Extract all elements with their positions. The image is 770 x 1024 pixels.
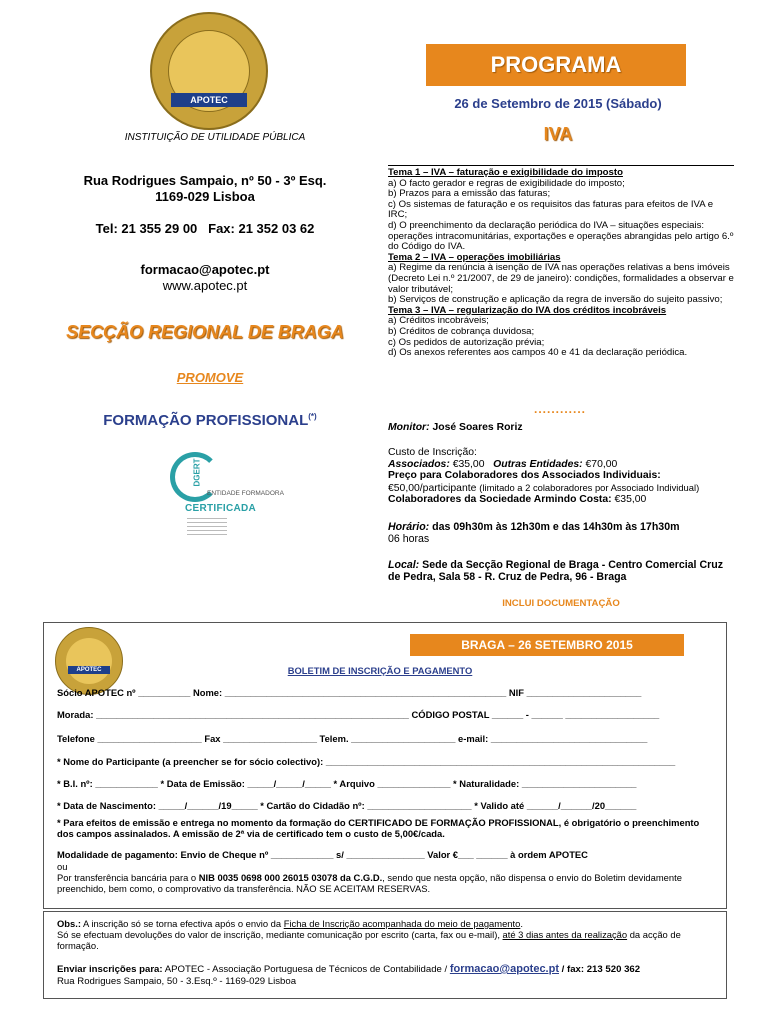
- obs-text-b: .: [520, 918, 523, 929]
- sociedade-row: [388, 494, 740, 506]
- topic-heading: Tema 2 – IVA – operações imobiliárias: [388, 251, 561, 263]
- colab-row: [388, 482, 740, 495]
- transfer-text-a: Por transferência bancária para o: [57, 872, 199, 883]
- sociedade-value: €35,00: [614, 494, 647, 505]
- form-line-nascimento[interactable]: * Data de Nascimento: _____/______/19_____ * Cartão do Cidadão nº: ____________________ * Valido até ______/______/20______: [57, 800, 637, 811]
- monitor: [388, 422, 734, 433]
- inclui-documentacao: INCLUI DOCUMENTAÇÃO: [502, 598, 620, 609]
- fees: [388, 447, 740, 506]
- obs-text-d: da acção de formação.: [57, 929, 681, 952]
- monitor-label: Monitor:: [388, 422, 430, 433]
- send-to: [57, 963, 717, 988]
- transfer-text-b: , sendo que nesta opção, não dispensa o envio do Boletim devidamente preenchido, bem como, o comprovativo da transferência. NÃO SE ACEITAM RESERVAS.: [57, 872, 682, 894]
- payment-or: ou: [57, 861, 68, 872]
- topic-item: b) Serviços de construção e aplicação da regra de inversão do sujeito passivo;: [388, 294, 723, 306]
- apotec-logo-badge: APOTEC: [171, 93, 247, 107]
- fees-row: [388, 459, 740, 471]
- form-event-banner: BRAGA – 26 SETEMBRO 2015: [410, 634, 684, 656]
- local-value: Sede da Secção Regional de Braga - Centro Comercial Cruz de Pedra, Sala 58 - R. Cruz de Pedra, 96 - Braga: [388, 559, 723, 583]
- topic-item: a) O facto gerador e regras de exigibilidade do imposto;: [388, 177, 625, 189]
- send-to-row: [57, 963, 717, 976]
- schedule: [388, 521, 734, 545]
- institution-address: [55, 173, 355, 205]
- obs-text-c: Só se efectuam devoluções do valor de inscrição, mediante comunicação por escrito (carta, fax ou e-mail),: [57, 929, 503, 941]
- horario-label: Horário:: [388, 521, 430, 533]
- outras-value: €70,00: [585, 458, 618, 470]
- obs-link-a: Ficha de Inscrição acompanhada do meio de pagamento: [283, 918, 521, 929]
- separator-dots: ............: [534, 402, 587, 416]
- topic-title: IVA: [543, 124, 573, 144]
- certification-fineprint: [187, 518, 227, 540]
- address-line2: 1169-029 Lisboa: [155, 189, 255, 204]
- address-line1: Rua Rodrigues Sampaio, nº 50 - 3º Esq.: [83, 173, 327, 188]
- location: [388, 559, 734, 583]
- associados-value: €35,00: [452, 458, 485, 470]
- form-line-participante[interactable]: * Nome do Participante (a preencher se for sócio colectivo): ___________________________________________________________________: [57, 756, 676, 767]
- topic-item: c) Os sistemas de faturação e os requisitos das faturas para efeitos de IVA e IRC;: [388, 198, 714, 221]
- institution-phone: Tel: 21 355 29 00 Fax: 21 352 03 62: [95, 221, 315, 236]
- monitor-name: José Soares Roriz: [432, 422, 523, 433]
- outras-label: Outras Entidades:: [493, 458, 583, 470]
- form-title: BOLETIM DE INSCRIÇÃO E PAGAMENTO: [287, 665, 473, 676]
- horario-value: das 09h30m às 12h30m e das 14h30m às 17h30m: [432, 521, 680, 533]
- sociedade-label: Colaboradores da Sociedade Armindo Costa:: [388, 494, 612, 505]
- topic-heading: Tema 3 – IVA – regularização do IVA dos créditos incobráveis: [388, 304, 667, 316]
- envio-text: APOTEC - Associação Portuguesa de Técnicos de Contabilidade /: [162, 964, 450, 975]
- custo-label: Custo de Inscrição:: [388, 447, 477, 458]
- form-line-bi[interactable]: * B.I. nº: ____________ * Data de Emissão: _____/_____/_____ * Arquivo ______________ * Naturalidade: ______________________: [57, 778, 637, 789]
- certificado-note: * Para efeitos de emissão e entrega no momento da formação do CERTIFICADO DE FORMAÇÃO PROFISSIONAL, é obrigatório o preenchimento dos campos assinalados. A emissão de 2ª via de certificado tem o custo de 5,00€/cada.: [57, 817, 700, 839]
- institution-website[interactable]: www.apotec.pt: [162, 278, 248, 293]
- institution-tagline: INSTITUIÇÃO DE UTILIDADE PÚBLICA: [124, 132, 306, 143]
- promove-label: PROMOVE: [176, 370, 244, 385]
- form-line-telefone[interactable]: Telefone ____________________ Fax __________________ Telem. ____________________ e-mail: ______________________________: [57, 733, 648, 744]
- institution-email[interactable]: formacao@apotec.pt: [140, 262, 270, 277]
- envio-fax: / fax: 213 520 362: [559, 964, 641, 975]
- colab-note: (limitado a 2 colaboradores por Associado Individual): [479, 481, 700, 493]
- formacao-title: [60, 412, 360, 429]
- certification-entity: ENTIDADE FORMADORA: [207, 490, 284, 497]
- regional-section-title: SECÇÃO REGIONAL DE BRAGA: [66, 322, 344, 342]
- form-line-socio[interactable]: Sócio APOTEC nº __________ Nome: ______________________________________________________ NIF ______________________: [57, 687, 642, 698]
- topic-item: d) O preenchimento da declaração periódica do IVA – situações especiais: operações intracomunitárias, exportações e operações abrangidas pelo artigo 6.º do Código do IVA.: [388, 219, 734, 253]
- form-line-morada[interactable]: Morada: ____________________________________________________________ CÓDIGO POSTAL ______ - ______ __________________: [57, 709, 660, 720]
- obs-link-b: até 3 dias antes da realização: [502, 929, 628, 941]
- payment-method[interactable]: Modalidade de pagamento: Envio de Cheque nº ____________ s/ _______________ Valor €___ ______ à ordem APOTEC: [57, 849, 588, 860]
- payment-transfer: [57, 872, 717, 894]
- event-date: 26 de Setembro de 2015 (Sábado): [454, 96, 662, 111]
- colab-value: €50,00/participante: [388, 482, 477, 494]
- envio-label: Enviar inscrições para:: [57, 964, 163, 975]
- formacao-text: FORMAÇÃO PROFISSIONAL: [103, 412, 309, 429]
- programa-banner: PROGRAMA: [426, 44, 686, 86]
- horas: 06 horas: [388, 533, 430, 545]
- topic-item: d) Os anexos referentes aos campos 40 e 41 da declaração periódica.: [388, 347, 688, 359]
- horario-row: [388, 521, 734, 533]
- form-logo-badge: APOTEC: [68, 666, 110, 674]
- local-label: Local:: [388, 559, 420, 571]
- certification-code: DGERT: [192, 458, 202, 487]
- envio-address: Rua Rodrigues Sampaio, 50 - 3.Esq.º - 1169-029 Lisboa: [57, 976, 297, 987]
- topic-item: b) Prazos para a emissão das faturas;: [388, 188, 551, 200]
- topic-item: b) Créditos de cobrança duvidosa;: [388, 325, 535, 337]
- observations: [57, 918, 717, 952]
- topic-item: a) Créditos incobráveis;: [388, 315, 489, 327]
- topic-item: c) Os pedidos de autorização prévia;: [388, 336, 545, 348]
- certification-name: CERTIFICADA: [185, 503, 257, 514]
- associados-label: Associados:: [388, 458, 450, 470]
- transfer-nib: NIB 0035 0698 000 26015 03078 da C.G.D.: [198, 872, 383, 883]
- colab-title: Preço para Colaboradores dos Associados Individuais:: [388, 470, 661, 481]
- topics-list: [388, 165, 734, 359]
- obs-label: Obs.:: [57, 918, 81, 929]
- formacao-mark: (*): [308, 412, 317, 421]
- obs-text-a: A inscrição só se torna efectiva após o envio da: [80, 918, 284, 929]
- topic-heading: Tema 1 – IVA – faturação e exigibilidade do imposto: [388, 167, 623, 178]
- form-logo-emblem: [66, 638, 112, 684]
- envio-email[interactable]: formacao@apotec.pt: [449, 963, 559, 975]
- topic-item: a) Regime da renúncia à isenção de IVA nas operações relativas a bens imóveis (Decreto Lei n.º 21/2007, de 29 de janeiro): condições, formalidades a observar e valor tributável;: [388, 262, 734, 295]
